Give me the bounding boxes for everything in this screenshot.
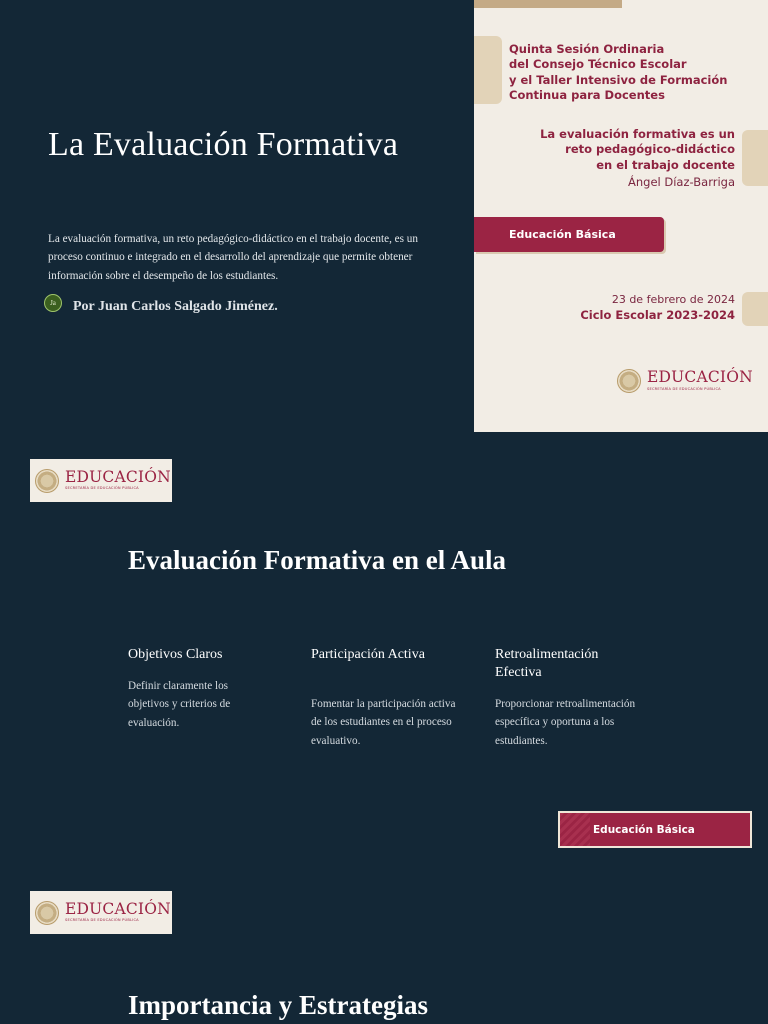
slide-intro-text: La evaluación formativa, un reto pedagógico-didáctico en el trabajo docente, es un proceso continuo e integrado en el desarrollo del aprendizaje que permite obtener información sobre el desempeño de los estudiantes. <box>48 233 418 282</box>
badge-pattern <box>560 813 590 846</box>
poster-subtitle: La evaluación formativa es un reto pedagógico-didáctico en el trabajo docente <box>540 127 735 172</box>
column-title: Participación Activa <box>311 647 425 662</box>
seal-icon <box>617 369 641 393</box>
author-name: Por Juan Carlos Salgado Jiménez. <box>73 299 278 314</box>
poster-heading: Quinta Sesión Ordinaria del Consejo Técnico Escolar y el Taller Intensivo de Formación Continua para Docentes <box>509 42 728 103</box>
poster-decoration <box>474 36 502 104</box>
column-participacion <box>311 646 461 750</box>
column-objetivos <box>128 646 278 732</box>
poster-author: Ángel Díaz-Barriga <box>628 175 735 189</box>
poster-decoration <box>742 130 768 186</box>
seal-icon <box>35 901 59 925</box>
poster-decoration <box>742 292 768 326</box>
column-title: Objetivos Claros <box>128 647 223 662</box>
poster-date: 23 de febrero de 2024 <box>611 293 735 306</box>
column-title: Retroalimentación Efectiva <box>495 647 599 680</box>
author-line <box>44 294 278 312</box>
education-logo: EDUCACIÓN SECRETARÍA DE EDUCACIÓN PÚBLICA <box>30 891 172 934</box>
badge-label: Educación Básica <box>593 824 695 836</box>
column-retroalimentacion <box>495 646 645 750</box>
poster-badge-label: Educación Básica <box>509 228 616 241</box>
seal-icon <box>35 469 59 493</box>
poster-logo: EDUCACIÓN SECRETARÍA DE EDUCACIÓN PÚBLICA <box>617 369 753 393</box>
section-title: Importancia y Estrategias <box>128 990 428 1020</box>
section-title: Evaluación Formativa en el Aula <box>128 545 506 575</box>
slide-title: La Evaluación Formativa <box>48 126 399 163</box>
education-logo: EDUCACIÓN SECRETARÍA DE EDUCACIÓN PÚBLICA <box>30 459 172 502</box>
column-body: Proporcionar retroalimentación específica y oportuna a los estudiantes. <box>495 698 636 747</box>
poster-decoration <box>474 0 622 8</box>
column-body: Fomentar la participación activa de los estudiantes en el proceso evaluativo. <box>311 698 456 747</box>
cover-poster-image <box>474 0 768 432</box>
poster-cycle: Ciclo Escolar 2023-2024 <box>580 308 735 322</box>
slide-1 <box>0 0 768 432</box>
education-badge <box>558 811 752 848</box>
poster-badge <box>474 217 664 252</box>
avatar: Ja <box>44 294 62 312</box>
column-body: Definir claramente los objetivos y criterios de evaluación. <box>128 680 231 729</box>
